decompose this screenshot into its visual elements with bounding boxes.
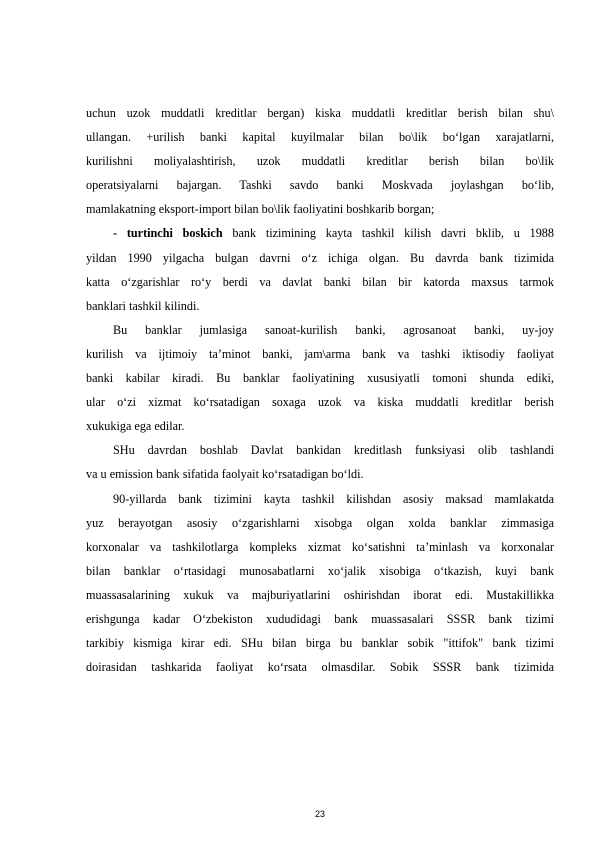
- text-line: xukukiga ega edilar.: [86, 419, 185, 434]
- text-line: yuz berayotgan asosiy o‘zgarishlarni xisobga olgan xolda banklar zimmasiga: [86, 515, 554, 530]
- text-line: erishgunga kadar O‘zbekiston xududidagi bank muassasalari SSSR bank tizimi: [86, 611, 554, 626]
- text-line: yildan 1990 yilgacha bulgan davrni o‘z ichiga olgan. Bu davrda bank tizimida: [86, 250, 554, 265]
- text-line: va u emission bank sifatida faolyait ko‘rsatadigan bo‘ldi.: [86, 467, 364, 482]
- text-line: ullangan. +urilish banki kapital kuyilmalar bilan bo\lik bo‘lgan xarajatlarni,: [86, 130, 554, 145]
- text-line: ular o‘zi xizmat ko‘rsatadigan soxaga uzok va kiska muddatli kreditlar berish: [86, 395, 554, 410]
- paragraph-start-line: SHu davrdan boshlab Davlat bankidan kreditlash funksiyasi olib tashlandi: [113, 443, 554, 458]
- text-line: muassasalarining xukuk va majburiyatlarini oshirishdan iborat edi. Mustakillikka: [86, 587, 554, 602]
- text-line: doirasidan tashkarida faoliyat ko‘rsata olmasdilar. Sobik SSSR bank tizimida: [86, 660, 554, 675]
- paragraph-start-line: 90-yillarda bank tizimini kayta tashkil kilishdan asosiy maksad mamlakatda: [113, 491, 554, 506]
- paragraph-start-line: Bu banklar jumlasiga sanoat-kurilish banki, agrosanoat banki, uy-joy: [113, 322, 554, 337]
- text-line: bilan banklar o‘rtasidagi munosabatlarni xo‘jalik xisobiga o‘tkazish, kuyi bank: [86, 563, 554, 578]
- paragraph-start-line: [86, 221, 554, 245]
- text-line: operatsiyalarni bajargan. Tashki savdo banki Moskvada joylashgan bo‘lib,: [86, 178, 554, 193]
- stage-heading: - turtinchi boskich: [113, 226, 223, 241]
- document-body: [86, 101, 554, 679]
- text-line: kurilish va ijtimoiy ta’minot banki, jam\arma bank va tashki iktisodiy faoliyat: [86, 346, 554, 361]
- text-line-rest: bank tizimining kayta tashkil kilish davri bklib, u 1988: [222, 226, 554, 241]
- text-line: banklari tashkil kilindi.: [86, 298, 200, 313]
- text-line: uchun uzok muddatli kreditlar bergan) kiska muddatli kreditlar berish bilan shu\: [86, 106, 554, 120]
- page-number: 23: [314, 809, 325, 819]
- text-line: korxonalar va tashkilotlarga kompleks xizmat ko‘satishni ta’minlash va korxonalar: [86, 539, 554, 554]
- text-line: kurilishni moliyalashtirish, uzok muddatli kreditlar berish bilan bo\lik: [86, 154, 554, 169]
- text-line: banki kabilar kiradi. Bu banklar faoliyatining xususiyatli tomoni shunda ediki,: [86, 371, 554, 386]
- text-line: mamlakatning eksport-import bilan bo\lik faoliyatini boshkarib borgan;: [86, 202, 435, 217]
- text-line: katta o‘zgarishlar ro‘y berdi va davlat banki bilan bir katorda maxsus tarmok: [86, 274, 554, 289]
- text-line: tarkibiy kismiga kirar edi. SHu bilan birga bu banklar sobik "ittifok" bank tizimi: [86, 636, 554, 651]
